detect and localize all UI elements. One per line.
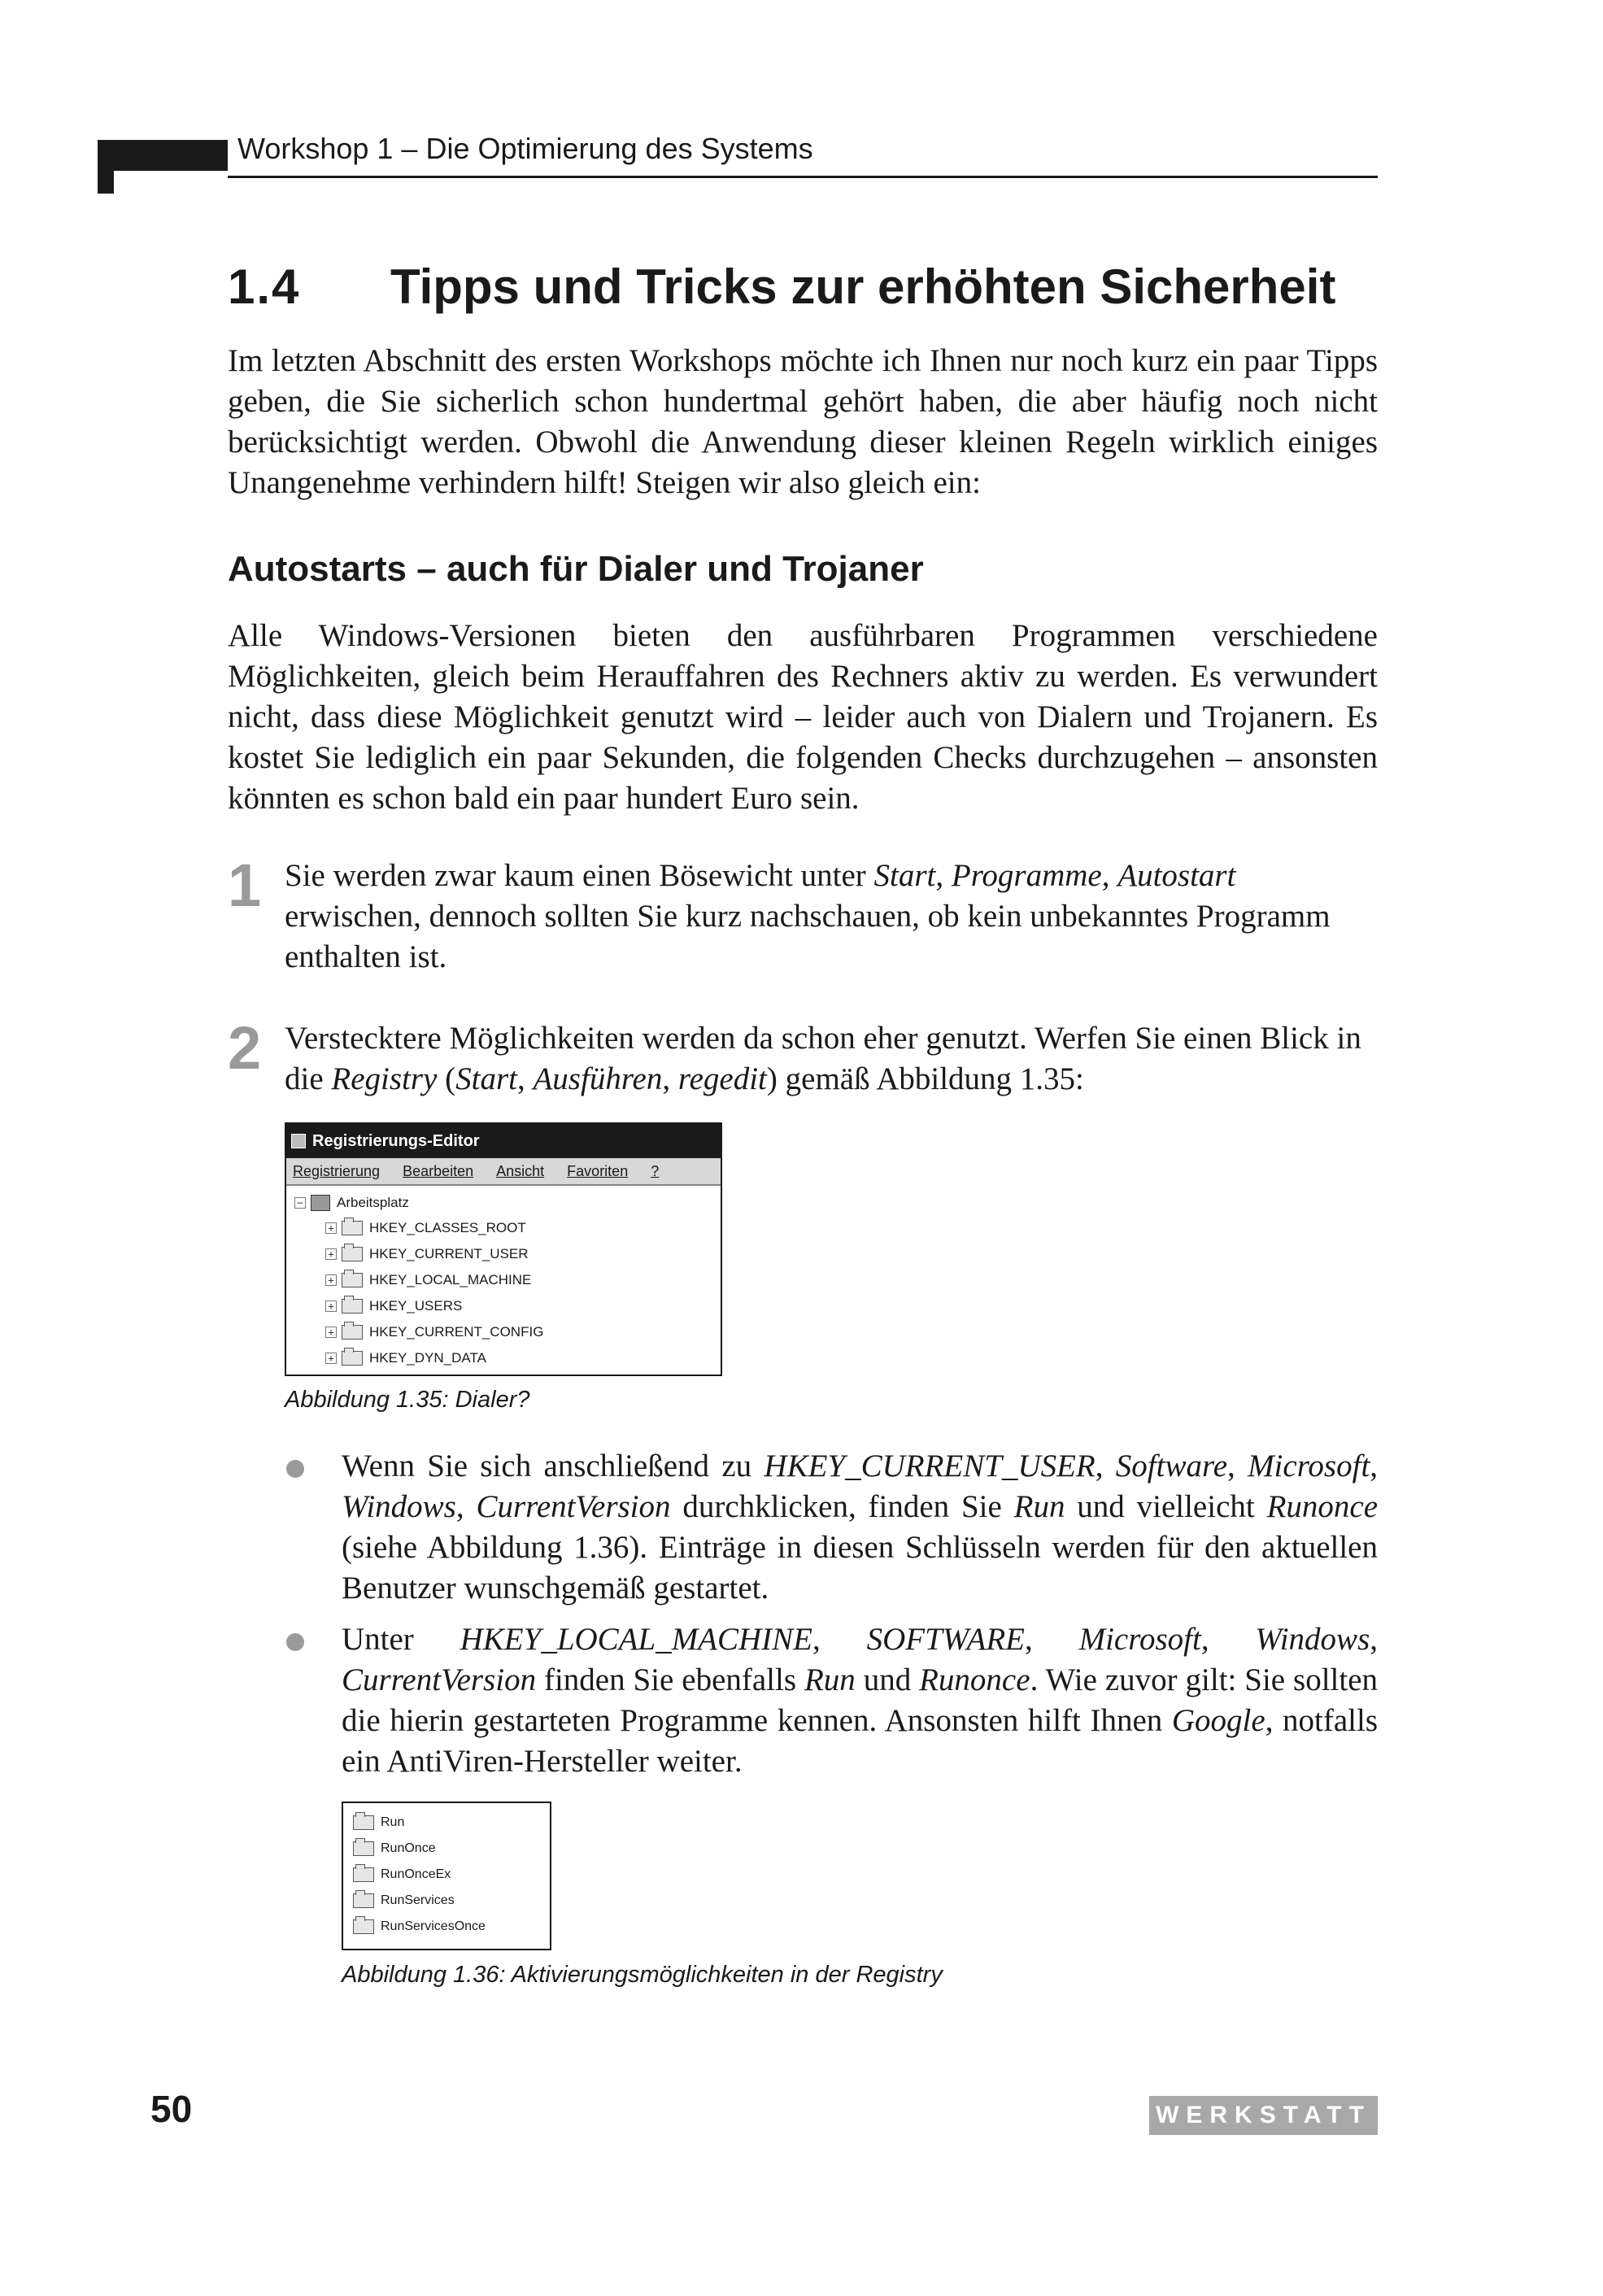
- folder-icon: [342, 1221, 363, 1235]
- registry-tree: [286, 1186, 721, 1371]
- run-keys-screenshot: [342, 1802, 551, 1950]
- run-key-label: RunServicesOnce: [381, 1919, 486, 1933]
- run-key-label: Run: [381, 1815, 405, 1829]
- running-header: Workshop 1 – Die Optimierung des Systems: [237, 132, 813, 165]
- menu-ansicht: Ansicht: [496, 1162, 545, 1179]
- tree-item: [294, 1345, 721, 1371]
- registry-app-icon: [291, 1134, 306, 1148]
- tree-item-label: HKEY_LOCAL_MACHINE: [369, 1272, 532, 1287]
- step-1-text: Sie werden zwar kaum einen Bösewicht unter Start, Programme, Autostart erwischen, dennoch sollten Sie kurz nachschauen, ob kein unbekanntes Programm enthalten ist.: [285, 858, 1331, 974]
- folder-icon: [353, 1893, 374, 1908]
- folder-icon: [342, 1325, 363, 1340]
- folder-icon: [342, 1351, 363, 1366]
- menu-registrierung: Registrierung: [293, 1162, 381, 1179]
- section-number: 1.4: [228, 259, 301, 314]
- collapse-icon: −: [294, 1197, 306, 1209]
- header-rule: [228, 176, 1378, 178]
- run-key-item: [353, 1914, 550, 1940]
- menu-help: ?: [651, 1162, 660, 1179]
- figure-caption-1-35: Abbildung 1.35: Dialer?: [285, 1387, 530, 1413]
- folder-icon: [353, 1841, 374, 1856]
- tree-item-label: HKEY_DYN_DATA: [369, 1350, 486, 1366]
- folder-icon: [342, 1247, 363, 1261]
- step-number-2: 2: [228, 1014, 262, 1082]
- folder-icon: [353, 1815, 374, 1830]
- section-title: Tipps und Tricks zur erhöhten Sicherheit: [390, 259, 1336, 314]
- step-number-1: 1: [228, 852, 262, 919]
- autostart-paragraph: Alle Windows-Versionen bieten den ausführbaren Programmen verschiedene Möglichkeiten, gleich beim Herauffahren des Rechners aktiv zu werden. Es verwundert nicht, dass diese Möglichkeit genutzt wird – leider auch von Dialern und Trojanern. Es kostet Sie lediglich ein paar Sekunden, die folgenden Checks durchzugehen – ansonsten könnten es schon bald ein paar hundert Euro sein.: [228, 618, 1378, 816]
- page-number: 50: [150, 2088, 193, 2130]
- expand-icon: +: [325, 1248, 337, 1260]
- run-key-label: RunOnce: [381, 1841, 436, 1855]
- registry-editor-titlebar: [286, 1124, 721, 1158]
- folder-icon: [353, 1867, 374, 1882]
- tree-item-label: HKEY_CURRENT_USER: [369, 1246, 529, 1261]
- tree-item-label: HKEY_CLASSES_ROOT: [369, 1220, 526, 1235]
- bullet-dot-icon: [286, 1460, 304, 1478]
- tree-item: [294, 1267, 721, 1293]
- bullet-item-1: Wenn Sie sich anschließend zu HKEY_CURRENT_USER, Software, Microsoft, Windows, CurrentVersion durchklicken, finden Sie Run und vielleicht Runonce (siehe Abbildung 1.36). Einträge in diesen Schlüsseln werden für den aktuellen Benutzer wunschgemäß gestartet.: [342, 1449, 1379, 1605]
- run-key-label: RunOnceEx: [381, 1867, 451, 1881]
- header-tab-graphic-lower: [98, 163, 228, 171]
- subsection-heading: Autostarts – auch für Dialer und Trojaner: [228, 549, 924, 589]
- bullet-dot-icon: [286, 1633, 304, 1651]
- tree-root-label: Arbeitsplatz: [337, 1195, 409, 1210]
- folder-icon: [342, 1273, 363, 1287]
- registry-editor-screenshot: [285, 1122, 722, 1376]
- run-key-item: [353, 1862, 550, 1888]
- run-key-label: RunServices: [381, 1893, 455, 1907]
- run-key-item: [353, 1836, 550, 1862]
- tree-root: [294, 1191, 721, 1215]
- expand-icon: +: [325, 1222, 337, 1234]
- tree-item-label: HKEY_USERS: [369, 1298, 463, 1314]
- expand-icon: +: [325, 1327, 337, 1338]
- run-key-item: [353, 1810, 550, 1836]
- werkstatt-badge: WERKSTATT: [1149, 2096, 1378, 2135]
- tree-item: [294, 1319, 721, 1345]
- menu-favoriten: Favoriten: [567, 1162, 629, 1179]
- tree-item-label: HKEY_CURRENT_CONFIG: [369, 1324, 544, 1340]
- figure-caption-1-36: Abbildung 1.36: Aktivierungsmöglichkeiten in der Registry: [342, 1962, 943, 1988]
- folder-icon: [353, 1919, 374, 1934]
- tree-item: [294, 1215, 721, 1241]
- intro-paragraph: Im letzten Abschnitt des ersten Workshops möchte ich Ihnen nur noch kurz ein paar Tipps geben, die Sie sicherlich schon hundertmal gehört haben, die aber häufig noch nicht berücksichtigt werden. Obwohl die Anwendung dieser kleinen Regeln wirklich einiges Unangenehme verhindern hilft! Steigen wir also gleich ein:: [228, 343, 1378, 500]
- bullet-item-2: Unter HKEY_LOCAL_MACHINE, SOFTWARE, Microsoft, Windows, CurrentVersion finden Sie ebenfalls Run und Runonce. Wie zuvor gilt: Sie sollten die hierin gestarteten Programme kennen. Ansonsten hilft Ihnen Google, notfalls ein AntiViren-Hersteller weiter.: [342, 1622, 1379, 1779]
- header-bar-graphic: [98, 140, 228, 163]
- folder-icon: [342, 1299, 363, 1314]
- step-2-text: Verstecktere Möglichkeiten werden da schon eher genutzt. Werfen Sie einen Blick in die Registry (Start, Ausführen, regedit) gemäß Abbildung 1.35:: [285, 1021, 1361, 1096]
- tree-item: [294, 1293, 721, 1319]
- tree-item: [294, 1241, 721, 1267]
- registry-window-title: Registrierungs-Editor: [312, 1132, 480, 1150]
- expand-icon: +: [325, 1300, 337, 1312]
- computer-icon: [311, 1195, 330, 1211]
- run-key-item: [353, 1888, 550, 1914]
- expand-icon: +: [325, 1274, 337, 1286]
- menu-bearbeiten: Bearbeiten: [403, 1162, 474, 1179]
- expand-icon: +: [325, 1353, 337, 1364]
- registry-menubar: [286, 1158, 721, 1186]
